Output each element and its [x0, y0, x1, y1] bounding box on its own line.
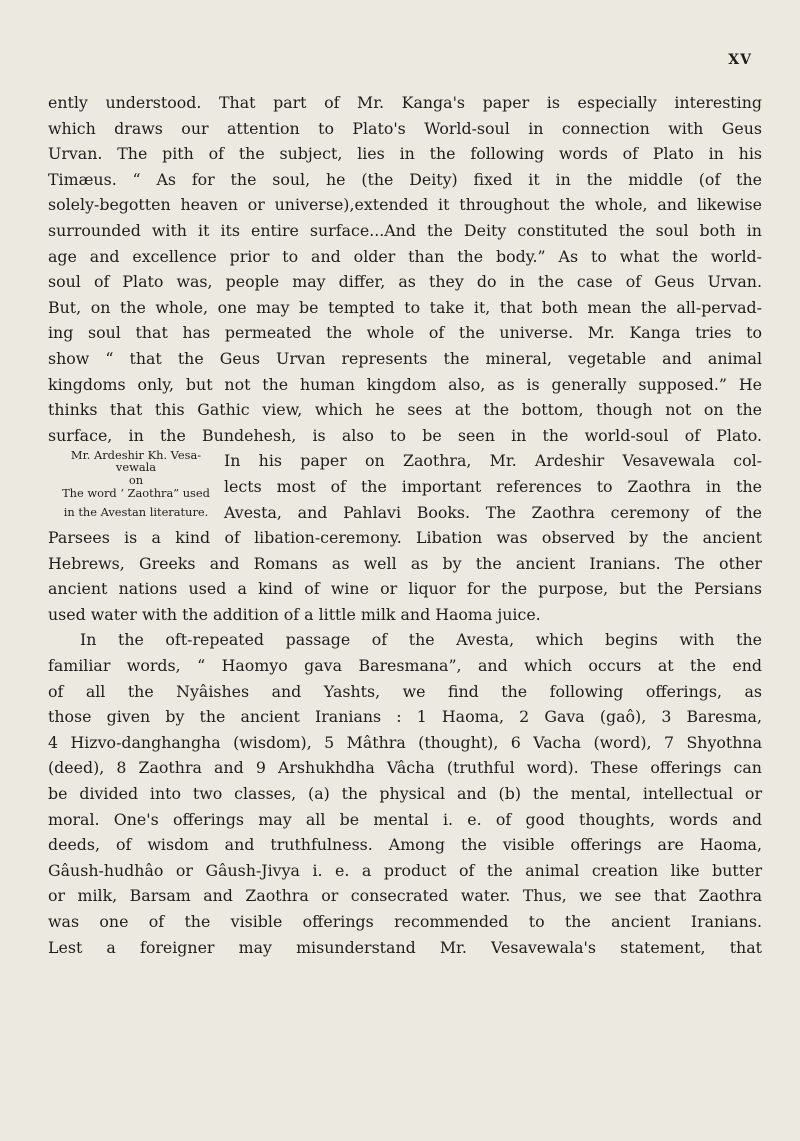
margin-note-line: [48, 474, 762, 500]
body-text: [48, 90, 762, 960]
margin-note: [48, 448, 224, 474]
text-line: surface, in the Bundehesh, is also to be seen in the world-soul of Plato.: [48, 425, 762, 445]
text-line: familiar words, “ Haomyo gava Baresmana”, and which occurs at the end: [48, 656, 762, 676]
margin-note-text: Mr. Ardeshir Kh. Vesa-: [70, 447, 202, 462]
text-line: Timæus. “ As for the soul, he (the Deity) fixed it in the middle (of the: [48, 169, 762, 189]
text-line: But, on the whole, one may be tempted to take it, that both mean the all-pervad-: [48, 297, 762, 317]
margin-note-text: in the Avestan literature.: [63, 505, 209, 520]
text-line: Avesta, and Pahlavi Books. The Zaothra ceremony of the: [224, 502, 762, 522]
text-line: used water with the addition of a little milk and Haoma juice.: [48, 604, 541, 624]
text-line: show “ that the Geus Urvan represents the mineral, vegetable and animal: [48, 348, 762, 368]
text-line: (deed), 8 Zaothra and 9 Arshukhdha Vâcha (truthful word). These offerings can: [48, 758, 762, 778]
text-line: 4 Hizvo-danghangha (wisdom), 5 Mâthra (thought), 6 Vacha (word), 7 Shyothna: [48, 732, 762, 752]
text-line: Urvan. The pith of the subject, lies in the following words of Plato in his: [48, 144, 762, 164]
text-line: ancient nations used a kind of wine or liquor for the purpose, but the Persians: [48, 579, 762, 599]
text-line: lects most of the important references to Zaothra in the: [224, 476, 762, 496]
margin-note-text: vewala: [115, 460, 157, 475]
text-line: ing soul that has permeated the whole of the universe. Mr. Kanga tries to: [48, 323, 762, 343]
text-line: solely-begotten heaven or universe),extended it throughout the whole, and likewise: [48, 195, 762, 215]
text-line: moral. One's offerings may all be mental i. e. of good thoughts, words and: [48, 809, 762, 829]
text-line: of all the Nyâishes and Yashts, we find the following offerings, as: [48, 681, 762, 701]
margin-note: [48, 474, 224, 500]
text-line: kingdoms only, but not the human kingdom also, as is generally supposed.” He: [48, 374, 762, 394]
page-number: XV: [728, 52, 752, 68]
text-line: thinks that this Gathic view, which he sees at the bottom, though not on the: [48, 400, 762, 420]
text-line: or milk, Barsam and Zaothra or consecrated water. Thus, we see that Zaothra: [48, 886, 762, 906]
text-line: was one of the visible offerings recommended to the ancient Iranians.: [48, 912, 762, 931]
text-line: Lest a foreigner may misunderstand Mr. Vesavewala's statement, that: [48, 937, 762, 957]
text-line: Gâush-hudhâo or Gâush-Jivya i. e. a product of the animal creation like butter: [48, 860, 762, 880]
text-line: those given by the ancient Iranians : 1 Haoma, 2 Gava (gaô), 3 Baresma,: [48, 707, 762, 727]
text-line: Hebrews, Greeks and Romans as well as by the ancient Iranians. The other: [48, 553, 762, 573]
text-line: be divided into two classes, (a) the physical and (b) the mental, intellectual or: [48, 784, 762, 804]
text-line: deeds, of wisdom and truthfulness. Among the visible offerings are Haoma,: [48, 835, 762, 855]
margin-note-text: The word ‘ Zaothra” used: [62, 485, 210, 500]
text-line: Parsees is a kind of libation-ceremony. Libation was observed by the ancient: [48, 528, 762, 548]
text-line: which draws our attention to Plato's World-soul in connection with Geus: [48, 118, 762, 138]
margin-note: [48, 500, 224, 526]
margin-note-text: on: [128, 473, 144, 488]
text-line: In the oft-repeated passage of the Avesta, which begins with the: [80, 630, 762, 650]
text-line: ently understood. That part of Mr. Kanga's paper is especially interesting: [48, 93, 762, 112]
text-line: age and excellence prior to and older than the body.” As to what the world-: [48, 246, 762, 266]
margin-note-line: [48, 448, 762, 474]
text-line: In his paper on Zaothra, Mr. Ardeshir Vesavewala col-: [224, 451, 762, 471]
text-line: soul of Plato was, people may differ, as they do in the case of Geus Urvan.: [48, 272, 762, 292]
text-line: surrounded with it its entire surface...And the Deity constituted the soul both in: [48, 220, 762, 240]
margin-note-line: [48, 500, 762, 526]
